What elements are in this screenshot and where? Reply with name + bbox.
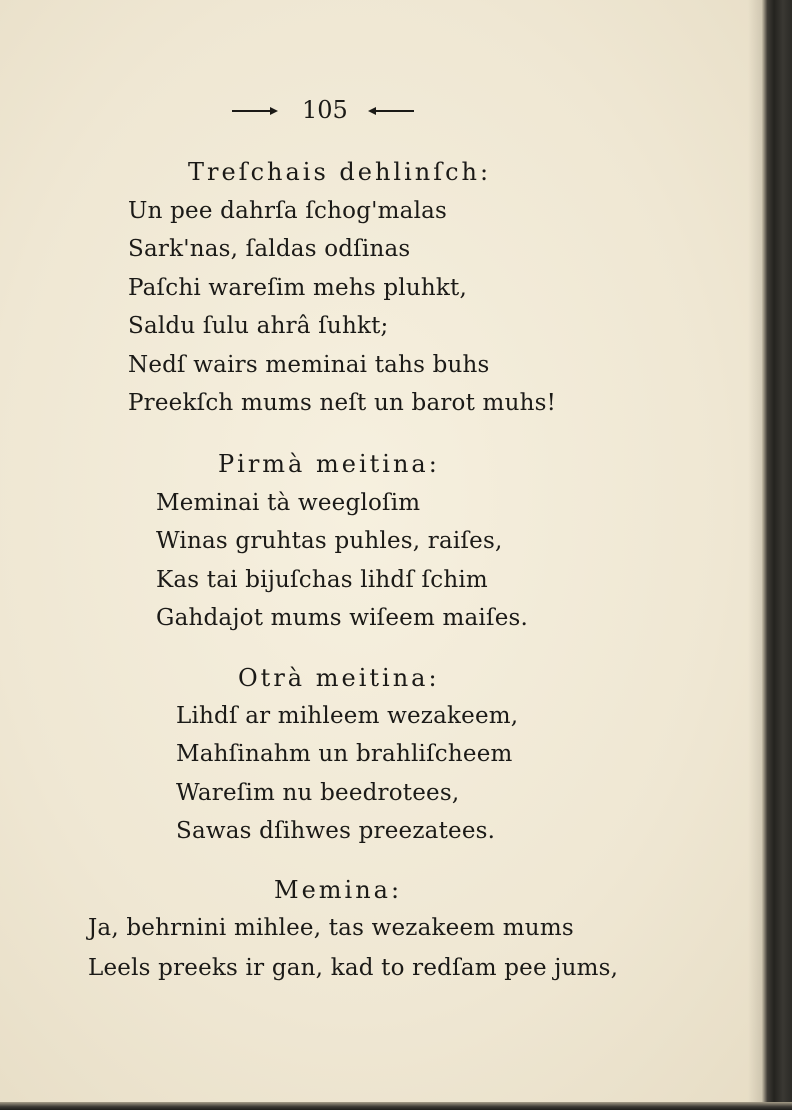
verse-line: Kas tai bijuſchas lihdſ ſchim (156, 567, 488, 593)
verse-line: Mahſinahm un brahliſcheem (176, 741, 513, 767)
verse-line: Meminai tà weegloſim (156, 490, 421, 516)
verse-line: Wareſim nu beedrotees, (176, 780, 460, 806)
verse-line: Paſchi wareſim mehs pluhkt, (128, 275, 467, 301)
verse-line: Preekſch mums neſt un barot muhs! (128, 390, 557, 416)
page-gutter-shadow (748, 0, 762, 1110)
verse-line: Un pee dahrſa ſchog'malas (128, 198, 448, 224)
verse-line: Lihdſ ar mihleem wezakeem, (176, 703, 519, 729)
page-header (232, 96, 412, 126)
verse-line: Gahdajot mums wiſeem maiſes. (156, 605, 529, 631)
book-binding-edge (762, 0, 792, 1110)
page-number: 105 (302, 96, 348, 124)
verse-line: Sark'nas, ſaldas odſinas (128, 236, 411, 262)
stanza-heading: Otrà meitina: (238, 664, 440, 692)
verse-line: Sawas dſihwes preezatees. (176, 818, 496, 844)
page-bottom-edge (0, 1102, 792, 1110)
verse-line: Ja, behrnini mihlee, tas wezakeem mums (88, 915, 574, 941)
right-arrow-ornament (370, 110, 414, 112)
left-arrow-ornament (232, 110, 276, 112)
verse-line: Saldu ſulu ahrâ ſuhkt; (128, 313, 389, 339)
stanza-heading: Treſchais dehlinſch: (188, 158, 492, 186)
verse-line: Nedſ wairs meminai tahs buhs (128, 352, 490, 378)
stanza-heading: Memina: (274, 876, 403, 904)
verse-line: Winas gruhtas puhles, raiſes, (156, 528, 503, 554)
stanza-heading: Pirmà meitina: (218, 450, 440, 478)
verse-line: Leels preeks ir gan, kad to redſam pee jums, (88, 955, 619, 981)
